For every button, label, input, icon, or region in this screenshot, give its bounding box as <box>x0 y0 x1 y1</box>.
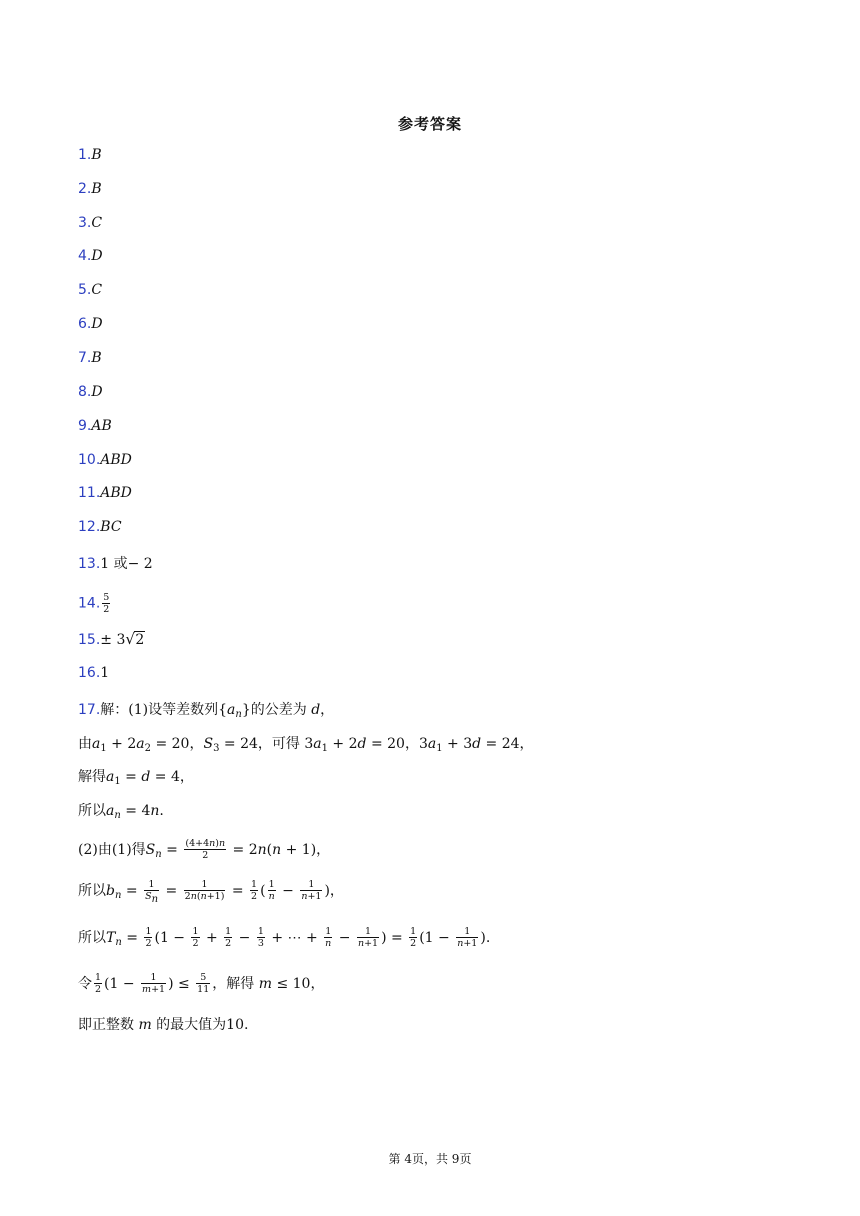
question-number: 1. <box>78 147 92 163</box>
question-number: 9. <box>78 418 92 434</box>
question-number: 17. <box>78 702 101 718</box>
answer-value: ± 3 √ 2 <box>100 630 145 648</box>
answer-line <box>78 665 109 681</box>
answer-value: B <box>91 181 102 197</box>
question-number: 7. <box>78 350 92 366</box>
answer-line <box>78 147 102 163</box>
q17-line-9: 即正整数 m 的最大值为10. <box>78 1017 249 1033</box>
q17-line-8: 令 $\frac{1}{2}$ (1 − $\frac{1}{m+1}$ ) ≤ $\frac{5}{11}$ ，解得 m ≤ 10， <box>78 972 325 995</box>
q17-line-5: (2)由(1)得$S_n$ = $\frac{(4+4n)n}{2}$ = 2n(n + 1)， <box>78 838 331 861</box>
answer-line <box>78 384 103 400</box>
question-number: 16. <box>78 665 101 681</box>
answer-value: 1 <box>100 665 110 681</box>
question-number: 3. <box>78 215 92 231</box>
answer-value: D <box>91 316 103 332</box>
question-number: 12. <box>78 519 101 535</box>
answer-value: B <box>91 147 102 163</box>
answer-value: 1 或− 2 <box>100 556 153 572</box>
q17-line-4: 所以$a_n = 4n$. <box>78 803 164 821</box>
question-number: 14. <box>78 595 101 612</box>
answer-value: C <box>91 282 103 298</box>
q17-line-6: 所以$b_n$ = $\frac{1}{S_n}$ = $\frac{1}{2n(n+1)}$ = $\frac{1}{2}$ ( $\frac{1}{n}$ − $\frac{1}{n+1}$ )， <box>78 879 344 905</box>
question-number: 11. <box>78 485 101 501</box>
question-number: 8. <box>78 384 92 400</box>
answer-line <box>78 632 145 648</box>
answer-value: BC <box>100 519 122 535</box>
answer-line <box>78 485 132 501</box>
q17-line-7: 所以$T_n$ = $\frac{1}{2}$ (1 − $\frac{1}{2}$ + $\frac{1}{2}$ − $\frac{1}{3}$ + ⋯ + $\frac{1}{n}$ − $\frac{1}{n+1}$ ) = $\frac{1}{2}$ (1 − $\frac{1}{n+1}$ ). <box>78 926 491 949</box>
question-number: 2. <box>78 181 92 197</box>
answer-line <box>78 181 102 197</box>
page-title: 参考答案 <box>397 115 462 133</box>
answer-value: ABD <box>100 485 132 501</box>
answer-value: C <box>91 215 103 231</box>
q17-line-2: 由$a_1 + 2a_2 = 20$，$S_3 = 24$，可得 $3a_1 + 2d = 20$，$3a_1 + 3d = 24$， <box>78 736 534 754</box>
answer-value: B <box>91 350 102 366</box>
answer-line <box>78 350 102 366</box>
answer-value: ABD <box>100 452 132 468</box>
question-number: 10. <box>78 452 101 468</box>
answer-line <box>78 215 102 231</box>
answer-line <box>78 248 103 264</box>
answer-line <box>78 519 122 535</box>
answer-line <box>78 452 132 468</box>
question-number: 6. <box>78 316 92 332</box>
question-number: 15. <box>78 632 101 648</box>
answer-value: D <box>91 384 103 400</box>
answer-value: D <box>91 248 103 264</box>
question-number: 5. <box>78 282 92 298</box>
answer-line <box>78 282 102 298</box>
answer-line <box>78 592 112 615</box>
answer-value: $\frac{5}{2}$ <box>103 592 110 615</box>
answer-value: AB <box>91 418 112 434</box>
q17-line-3: 解得$a_1 = d = 4$， <box>78 769 194 787</box>
answer-line <box>78 316 103 332</box>
question-number: 4. <box>78 248 92 264</box>
page-footer: 第 4页，共 9页 <box>388 1152 472 1166</box>
answer-line <box>78 418 112 434</box>
question-number: 13. <box>78 556 101 572</box>
q17-line-1: 17.解：(1)设等差数列$\{a_n\}$的公差为 d， <box>78 702 335 720</box>
answer-line <box>78 553 153 573</box>
